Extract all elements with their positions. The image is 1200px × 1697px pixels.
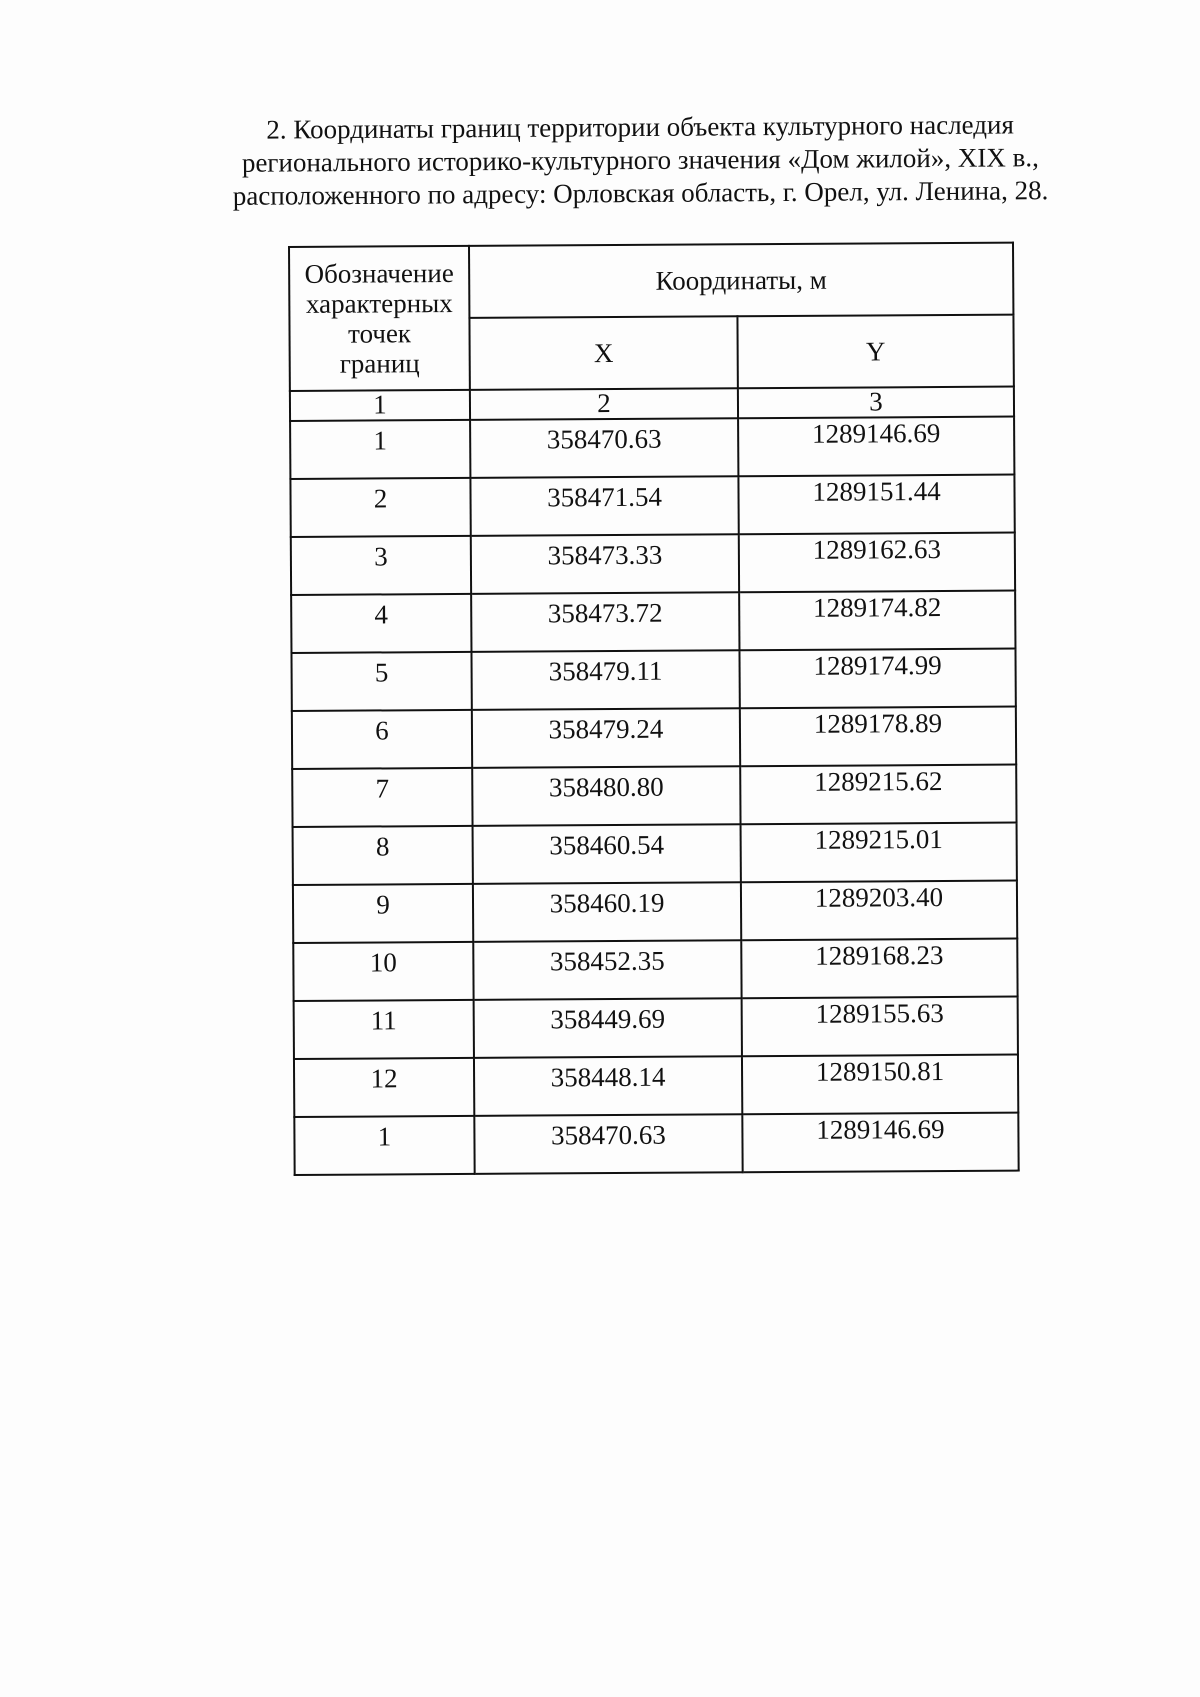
table-row [293,881,1017,943]
table-row [293,939,1017,1001]
cell-y: 1289155.63 [742,997,1018,1057]
header-x: X [469,316,737,390]
table-row [294,1055,1018,1117]
table-row [292,765,1016,827]
column-number: 1 [290,390,470,421]
table-row [291,533,1015,595]
cell-x: 358479.11 [471,650,739,710]
column-number: 3 [738,387,1014,419]
cell-y: 1289174.82 [739,591,1015,651]
cell-point: 9 [293,884,473,943]
table-row [290,417,1014,479]
table-row [291,591,1015,653]
cell-point: 3 [291,536,471,595]
cell-x: 358460.54 [473,824,741,884]
cell-point: 5 [291,652,471,711]
cell-point: 2 [290,478,470,537]
cell-x: 358473.72 [471,592,739,652]
cell-point: 8 [293,826,473,885]
cell-y: 1289150.81 [742,1055,1018,1115]
cell-y: 1289146.69 [742,1113,1018,1173]
heading-line-1: 2. Координаты границ территории объекта культурного наследия [266,109,1014,145]
cell-point: 4 [291,594,471,653]
cell-y: 1289168.23 [741,939,1017,999]
column-number: 2 [470,388,738,420]
header-point-line: Обозначение [304,257,454,289]
table-row [294,1113,1018,1175]
cell-x: 358471.54 [470,476,738,536]
cell-x: 358452.35 [473,940,741,1000]
table-row [292,707,1016,769]
header-point-designation [289,246,470,391]
table-row [291,649,1015,711]
cell-y: 1289215.62 [740,765,1016,825]
heading-line-2: регионального историко-культурного значения «Дом жилой», XIX в., [241,142,1039,178]
cell-point: 6 [292,710,472,769]
cell-y: 1289203.40 [741,881,1017,941]
cell-point: 7 [292,768,472,827]
cell-x: 358470.63 [474,1114,742,1174]
table-row [290,475,1014,537]
cell-point: 11 [294,1000,474,1059]
cell-y: 1289146.69 [738,417,1014,477]
cell-x: 358460.19 [473,882,741,942]
header-point-line: границ [339,348,420,379]
document-heading [210,108,1071,213]
cell-x: 358480.80 [472,766,740,826]
table-row [293,823,1017,885]
header-point-line: характерных [305,287,453,319]
cell-x: 358449.69 [474,998,742,1058]
cell-y: 1289215.01 [741,823,1017,883]
cell-x: 358479.24 [472,708,740,768]
cell-x: 358470.63 [470,418,738,478]
cell-point: 12 [294,1058,474,1117]
cell-x: 358473.33 [471,534,739,594]
table-row [294,997,1018,1059]
coordinates-table [288,242,1020,1176]
cell-point: 1 [290,420,470,479]
cell-point: 1 [294,1116,474,1175]
cell-point: 10 [293,942,473,1001]
header-y: Y [737,315,1013,389]
header-coordinates: Координаты, м [469,243,1013,318]
cell-y: 1289178.89 [740,707,1016,767]
cell-y: 1289151.44 [738,475,1014,535]
header-point-line: точек [347,318,412,349]
cell-y: 1289162.63 [739,533,1015,593]
cell-x: 358448.14 [474,1056,742,1116]
cell-y: 1289174.99 [739,649,1015,709]
heading-line-3: расположенного по адресу: Орловская область, г. Орел, ул. Ленина, 28. [232,175,1049,211]
